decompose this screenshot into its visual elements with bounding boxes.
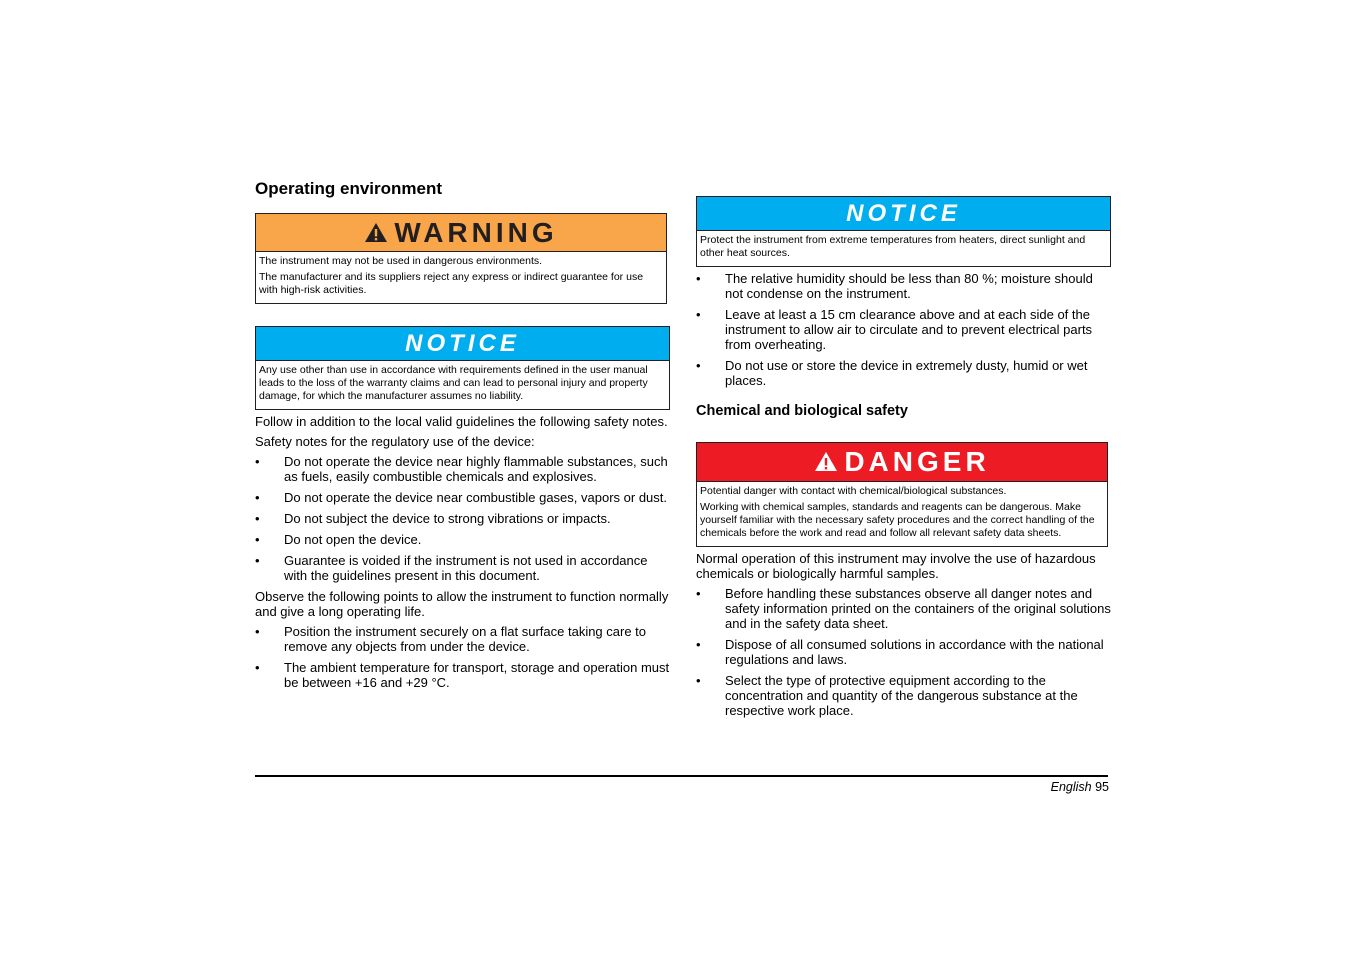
footer-language: English (1050, 780, 1092, 794)
left-column (255, 178, 670, 696)
list-item: • The ambient temperature for transport, storage and operation must be between +16 and +29 °C. (255, 660, 670, 690)
warning-line: The instrument may not be used in dangerous environments. (259, 255, 543, 267)
bullet-list (696, 586, 1111, 718)
bullet-list (696, 271, 1111, 388)
warning-box (255, 213, 667, 304)
warning-triangle-icon (814, 447, 838, 479)
danger-line: Potential danger with contact with chemical/biological substances. (700, 485, 1007, 497)
list-item: • Do not use or store the device in extremely dusty, humid or wet places. (696, 358, 1088, 388)
notice-text: Protect the instrument from extreme temperatures from heaters, direct sunlight and other heat sources. (700, 234, 1086, 259)
list-item: • Dispose of all consumed solutions in accordance with the national regulations and laws. (696, 637, 1104, 667)
bullet-list (255, 454, 670, 583)
notice-header (697, 197, 1110, 231)
list-item: • Leave at least a 15 cm clearance above and at each side of the instrument to allow air to circulate and to prevent electrical parts from overheating. (696, 307, 1093, 352)
warning-line: The manufacturer and its suppliers reject any express or indirect guarantee for use with high-risk activities. (259, 271, 644, 296)
danger-title: DANGER (844, 446, 990, 477)
list-item: • Do not open the device. (255, 532, 422, 547)
notice-body (256, 361, 669, 409)
paragraph: Observe the following points to allow the instrument to function normally and give a long operating life. (255, 589, 669, 619)
danger-header (697, 443, 1107, 482)
notice-box (255, 326, 670, 410)
list-item: • Guarantee is voided if the instrument is not used in accordance with the guidelines present in this document. (255, 553, 648, 583)
danger-box (696, 442, 1108, 547)
danger-body (697, 482, 1107, 546)
paragraph: Safety notes for the regulatory use of the device: (255, 434, 535, 449)
list-item: • Do not operate the device near combustible gases, vapors or dust. (255, 490, 667, 505)
notice-box (696, 196, 1111, 267)
notice-title: NOTICE (405, 329, 520, 357)
notice-header (256, 327, 669, 361)
danger-line: Working with chemical samples, standards and reagents can be dangerous. Make yourself familiar with the necessary safety procedures and the correct handling of the chemicals before the work and read and follow all relevant safety data sheets. (700, 501, 1095, 539)
section-heading-chemical-safety: Chemical and biological safety (696, 403, 908, 419)
page-number: 95 (1095, 780, 1109, 794)
section-heading-operating-environment: Operating environment (255, 179, 443, 198)
list-item: • Position the instrument securely on a flat surface taking care to remove any objects from under the device. (255, 624, 647, 654)
right-column (696, 196, 1111, 724)
notice-body (697, 231, 1110, 266)
list-item: • Select the type of protective equipment according to the concentration and quantity of the dangerous substance at the respective work place. (696, 673, 1078, 718)
notice-title: NOTICE (846, 199, 961, 227)
paragraph: Follow in addition to the local valid guidelines the following safety notes. (255, 414, 668, 429)
list-item: • The relative humidity should be less than 80 %; moisture should not condense on the instrument. (696, 271, 1093, 301)
footer-rule (255, 775, 1108, 777)
bullet-list (255, 624, 670, 690)
warning-body (256, 252, 666, 303)
notice-text: Any use other than use in accordance with requirements defined in the user manual leads to the loss of the warranty claims and can lead to personal injury and property damage, for which the manufacturer assumes no liability. (259, 364, 648, 402)
warning-title: WARNING (394, 216, 558, 248)
warning-header (256, 214, 666, 252)
page-footer (1051, 780, 1109, 794)
warning-triangle-icon (364, 218, 388, 250)
list-item: • Do not subject the device to strong vibrations or impacts. (255, 511, 611, 526)
list-item: • Before handling these substances observe all danger notes and safety information printed on the containers of the original solutions and in the safety data sheet. (696, 586, 1111, 631)
paragraph: Normal operation of this instrument may involve the use of hazardous chemicals or biologically harmful samples. (696, 551, 1096, 581)
list-item: • Do not operate the device near highly flammable substances, such as fuels, easily combustible chemicals and explosives. (255, 454, 668, 484)
